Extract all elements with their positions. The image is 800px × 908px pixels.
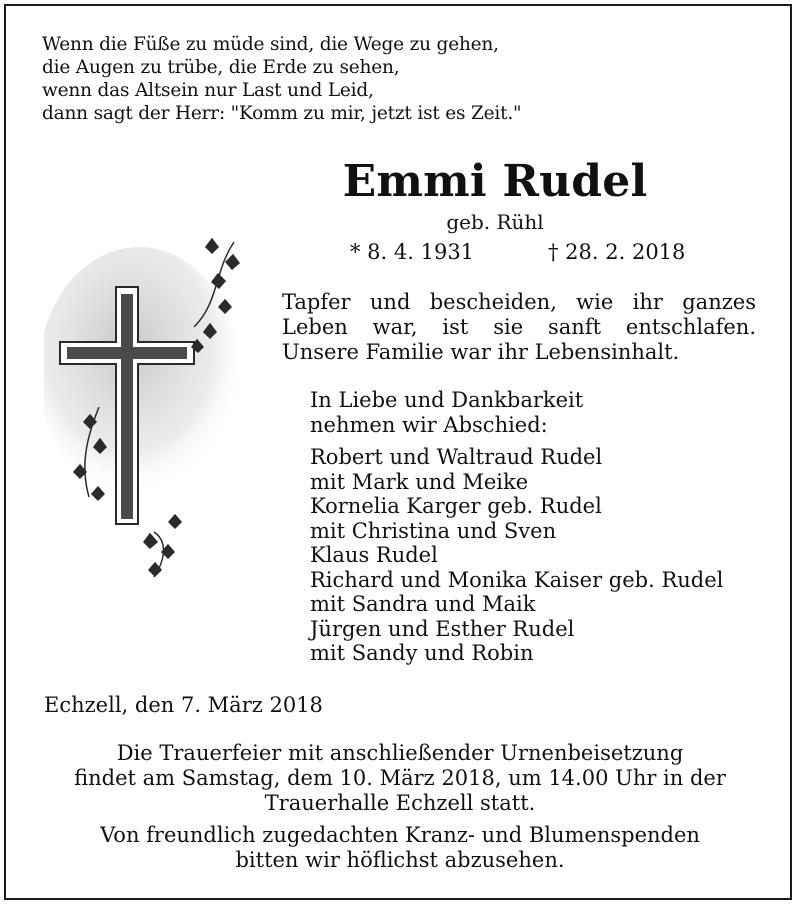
poem-line: wenn das Altsein nur Last und Leid, <box>42 80 374 101</box>
mourner-name: mit Christina und Sven <box>310 518 557 543</box>
poem <box>42 33 521 125</box>
donations-line: bitten wir höflichst abzusehen. <box>235 848 565 872</box>
farewell-line: In Liebe und Dankbarkeit <box>310 388 584 412</box>
poem-line: die Augen zu trübe, die Erde zu sehen, <box>42 57 400 78</box>
service-line: Trauerhalle Echzell statt. <box>264 791 536 815</box>
deceased-name: Emmi Rudel <box>342 156 648 207</box>
death-date: † 28. 2. 2018 <box>548 240 686 264</box>
service-line: findet am Samstag, dem 10. März 2018, um 14.00 Uhr in der <box>74 766 726 790</box>
place-and-date: Echzell, den 7. März 2018 <box>44 693 323 717</box>
birth-date: * 8. 4. 1931 <box>350 240 475 264</box>
mourner-name: Kornelia Karger geb. Rudel <box>310 494 602 518</box>
mourner-name: Jürgen und Esther Rudel <box>310 616 575 641</box>
service-line: Die Trauerfeier mit anschließender Urnenbeisetzung <box>116 741 684 765</box>
donations-note <box>20 823 780 873</box>
mourners-list <box>310 388 723 666</box>
mourner-name: Robert und Waltraud Rudel <box>310 445 603 469</box>
mourner-name: mit Mark und Meike <box>310 469 529 494</box>
mourner-name: mit Sandra und Maik <box>310 592 536 616</box>
birth-name: geb. Rühl <box>446 210 544 234</box>
farewell-line: nehmen wir Abschied: <box>310 412 548 437</box>
tribute-text <box>282 290 756 365</box>
mourner-name: Richard und Monika Kaiser geb. Rudel <box>310 567 724 592</box>
poem-line: Wenn die Füße zu müde sind, die Wege zu gehen, <box>42 34 499 55</box>
donations-line: Von freundlich zugedachten Kranz- und Blumenspenden <box>100 823 700 847</box>
cross-with-ivy-icon <box>44 232 256 592</box>
mourner-name: Klaus Rudel <box>310 543 438 567</box>
spacer <box>310 437 723 445</box>
tribute-line: Unsere Familie war ihr Lebensinhalt. <box>282 340 680 364</box>
mourner-name: mit Sandy und Robin <box>310 641 534 665</box>
tribute-line: Leben war, ist sie sanft entschlafen. <box>282 315 756 339</box>
tribute-line: Tapfer und bescheiden, wie ihr ganzes <box>282 290 756 314</box>
poem-line: dann sagt der Herr: "Komm zu mir, jetzt ist es Zeit." <box>42 103 522 124</box>
funeral-service-info <box>20 741 780 816</box>
